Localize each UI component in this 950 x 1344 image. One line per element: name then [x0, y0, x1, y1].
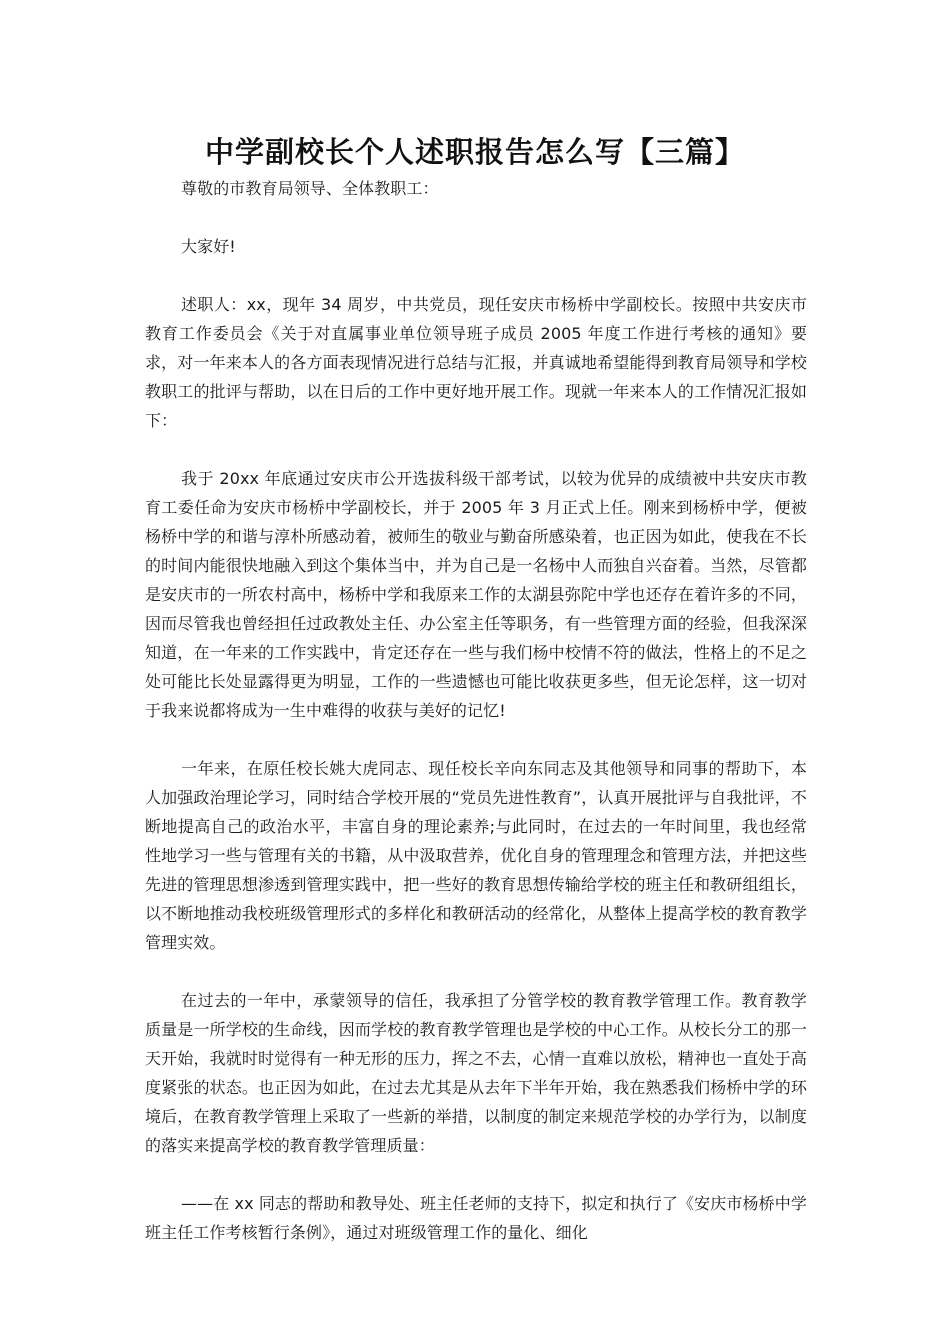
body-paragraph-management: 在过去的一年中，承蒙领导的信任，我承担了分管学校的教育教学管理工作。教育教学质量是一所学校的生命线，因而学校的教育教学管理也是学校的中心工作。从校长分工的那一天开始，我就时时觉得有一种无形的压力，挥之不去，心情一直难以放松，精神也一直处于高度紧张的状态。也正因为如此，在过去尤其是从去年下半年开始，我在熟悉我们杨桥中学的环境后，在教育教学管理上采取了一些新的举措，以制度的制定来规范学校的办学行为，以制度的落实来提高学校的教育教学管理质量：: [145, 991, 807, 1155]
document-body: [145, 174, 807, 1276]
greeting-paragraph: 大家好!: [181, 237, 236, 256]
body-paragraph-intro: 述职人：xx，现年 34 周岁，中共党员，现任安庆市杨桥中学副校长。按照中共安庆市教育工作委员会《关于对直属事业单位领导班子成员 2005 年度工作进行考核的通知》要求，对一年来本人的各方面表现情况进行总结与汇报，并真诚地希望能得到教育局领导和学校教职工的批评与帮助，以在日后的工作中更好地开展工作。现就一年来本人的工作情况汇报如下：: [145, 295, 807, 430]
body-paragraph-measures: ——在 xx 同志的帮助和教导处、班主任老师的支持下，拟定和执行了《安庆市杨桥中学班主任工作考核暂行条例》，通过对班级管理工作的量化、细化: [145, 1194, 807, 1242]
salutation-paragraph: 尊敬的市教育局领导、全体教职工：: [181, 179, 439, 198]
body-paragraph-background: 我于 20xx 年底通过安庆市公开选拔科级干部考试，以较为优异的成绩被中共安庆市教育工委任命为安庆市杨桥中学副校长，并于 2005 年 3 月正式上任。刚来到杨桥中学，便被杨桥中学的和谐与淳朴所感动着，被师生的敬业与勤奋所感染着，也正因为如此，使我在不长的时间内能很快地融入到这个集体当中，并为自己是一名杨中人而独自兴奋着。当然，尽管都是安庆市的一所农村高中，杨桥中学和我原来工作的太湖县弥陀中学也还存在着许多的不同，因而尽管我也曾经担任过政教处主任、办公室主任等职务，有一些管理方面的经验，但我深深知道，在一年来的工作实践中，肯定还存在一些与我们杨中校情不符的做法，性格上的不足之处可能比长处显露得更为明显，工作的一些遗憾也可能比收获更多些，但无论怎样，这一切对于我来说都将成为一生中难得的收获与美好的记忆!: [145, 469, 807, 720]
body-paragraph-study: 一年来，在原任校长姚大虎同志、现任校长辛向东同志及其他领导和同事的帮助下，本人加强政治理论学习，同时结合学校开展的“党员先进性教育”，认真开展批评与自我批评，不断地提高自己的政治水平，丰富自身的理论素养;与此同时，在过去的一年时间里，我也经常性地学习一些与管理有关的书籍，从中汲取营养，优化自身的管理理念和管理方法，并把这些先进的管理思想渗透到管理实践中，把一些好的教育思想传输给学校的班主任和教研组组长，以不断地推动我校班级管理形式的多样化和教研活动的经常化，从整体上提高学校的教育教学管理实效。: [145, 759, 807, 952]
document-title: 中学副校长个人述职报告怎么写【三篇】: [204, 135, 745, 169]
